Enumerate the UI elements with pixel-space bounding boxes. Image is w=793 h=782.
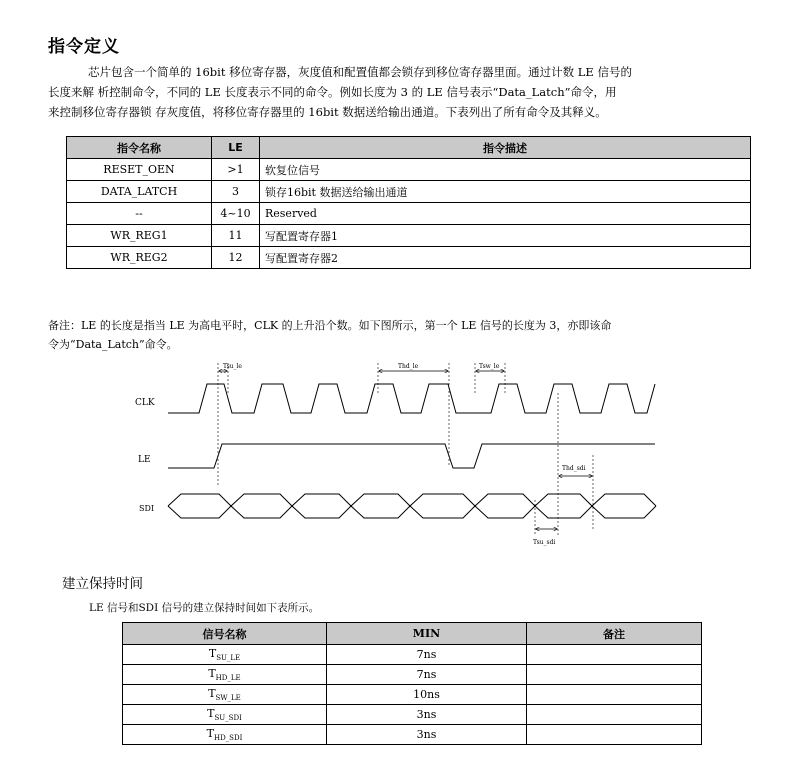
table-header-row [67,137,751,159]
tsu-sdi-label: Tsu_sdi [533,539,556,546]
cell-name: DATA_LATCH [67,181,212,203]
cell-name: WR_REG2 [67,247,212,269]
header-signal-name: 信号名称 [123,623,327,645]
paragraph-line: 来控制移位寄存器锁 存灰度值，将移位寄存器里的 16bit 数据送给输出通道。下表列出了所有命令及其释义。 [48,105,607,119]
reference-lines [218,363,593,535]
cell-signal: $T_{SW\_LE}$ [123,685,327,705]
cell-name: WR_REG1 [67,225,212,247]
cell-min: 3ns [327,705,527,725]
cell-desc: 软复位信号 [260,159,751,181]
timing-table [122,622,702,745]
cell-desc: 写配置寄存器1 [260,225,751,247]
section2-title: 建立保持时间 [62,576,143,592]
cell-min: 10ns [327,685,527,705]
table-row [67,203,751,225]
cell-signal: $T_{SU\_SDI}$ [123,705,327,725]
sdi-label: SDI [139,504,155,513]
table-row [67,225,751,247]
cell-desc: 写配置寄存器2 [260,247,751,269]
cell-desc: 锁存16bit 数据送给输出通道 [260,181,751,203]
cell-min: 7ns [327,645,527,665]
table-row [67,159,751,181]
intro-paragraph [48,62,748,122]
tsw-le-label: Tsw_le [479,363,500,370]
section-title: 指令定义 [48,37,120,57]
cell-le: >1 [212,159,260,181]
table-row [123,645,702,665]
cell-desc: Reserved [260,203,751,225]
paragraph-line: 长度来解 析控制命令，不同的 LE 长度表示不同的命令。例如长度为 3 的 LE 信号表示“Data_Latch”命令，用 [48,85,617,99]
header-min: MIN [327,623,527,645]
table-row [123,725,702,745]
cell-le: 11 [212,225,260,247]
note-line: 令为“Data_Latch”命令。 [48,338,178,351]
le-label: LE [138,455,151,465]
cell-signal: $T_{HD\_SDI}$ [123,725,327,745]
cell-name: RESET_OEN [67,159,212,181]
sdi-waveform [168,494,656,518]
cell-note [527,645,702,665]
thd-le-label: Thd_le [398,363,419,370]
cell-le: 3 [212,181,260,203]
table-row [123,705,702,725]
tsu-le-label: Tsu_le [223,363,242,370]
table-header-row [123,623,702,645]
table-row [67,181,751,203]
cell-note [527,705,702,725]
clk-waveform [168,384,655,413]
cell-min: 7ns [327,665,527,685]
cell-note [527,665,702,685]
thd-sdi-label: Thd_sdi [562,465,586,472]
paragraph-line: 芯片包含一个简单的 16bit 移位寄存器，灰度值和配置值都会锁存到移位寄存器里面。通过计数 LE 信号的 [88,65,632,79]
cell-note [527,725,702,745]
cell-signal: $T_{SU\_LE}$ [123,645,327,665]
cell-min: 3ns [327,725,527,745]
note-text [48,316,758,354]
cell-le: 12 [212,247,260,269]
header-description: 指令描述 [260,137,751,159]
cell-note [527,685,702,705]
table-row [67,247,751,269]
command-table [66,136,751,269]
header-note: 备注 [527,623,702,645]
table-row [123,685,702,705]
clk-label: CLK [135,398,155,408]
cell-signal: $T_{HD\_LE}$ [123,665,327,685]
cell-le: 4~10 [212,203,260,225]
header-command-name: 指令名称 [67,137,212,159]
table-row [123,665,702,685]
header-le: LE [212,137,260,159]
section2-intro: LE 信号和SDI 信号的建立保持时间如下表所示。 [89,602,320,614]
note-line: 备注：LE 的长度是指当 LE 为高电平时，CLK 的上升沿个数。如下图所示，第一个 LE 信号的长度为 3，亦即该命 [48,319,612,332]
cell-name: -- [67,203,212,225]
timing-diagram [0,355,793,555]
